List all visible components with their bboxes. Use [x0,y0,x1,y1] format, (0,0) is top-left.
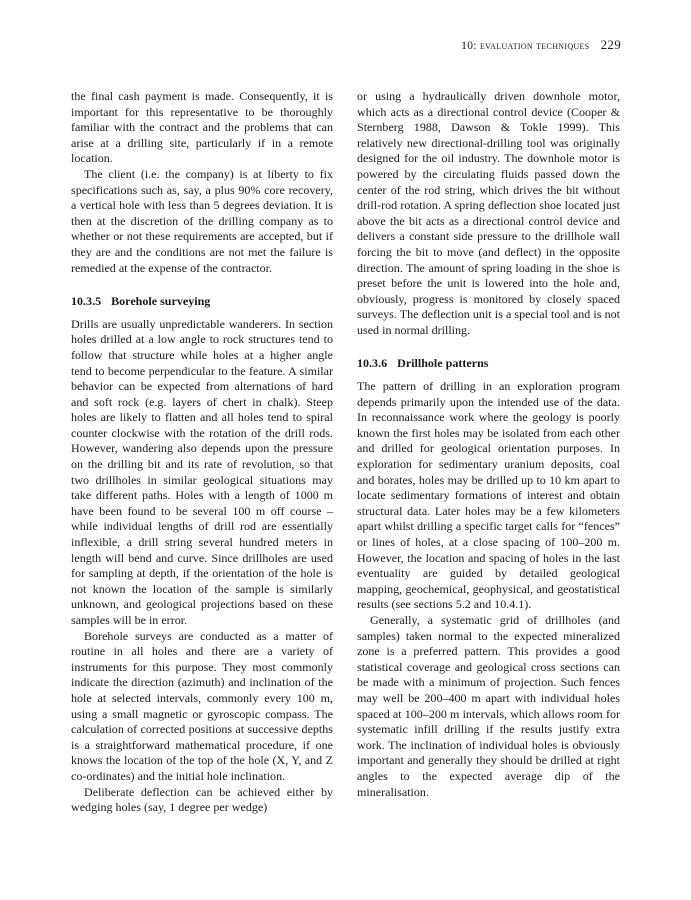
section-number: 10.3.5 [71,294,102,309]
paragraph: Borehole surveys are conducted as a matter of routine in all holes and there are a variety of instruments for this purpose. They most commonly indicate the direction (azimuth) and inclination of the hole at selected intervals, commonly every 100 m, using a small magnetic or gyroscopic compass. The calculation of corrected positions at successive depths is a straightforward mathematical procedure, if one knows the location of the top of the hole (X, Y, and Z co-ordinates) and the initial hole inclination. [71,628,333,783]
paragraph: Generally, a systematic grid of drillholes (and samples) taken normal to the expected mineralized zone is a preferred pattern. This provides a good statistical coverage and geological cross sections can be made with a minimum of projection. Such fences may well be 200–400 m apart with individual holes spaced at 100–200 m intervals, which allows room for systematic infill drilling if the results justify extra work. The inclination of individual holes is obviously important and generally they should be drilled at right angles to the expected average dip of the mineralisation. [357,613,620,799]
section-title: Borehole surveying [111,294,211,309]
section-heading [357,356,620,372]
paragraph: or using a hydraulically driven downhole motor, which acts as a directional control device (Cooper & Sternberg 1988, Dawson & Tokle 1999). This relatively new directional-drilling tool was originally designed for the oil industry. The downhole motor is powered by the circulating fluids passed down the center of the rod string, which drives the bit without drill-rod rotation. A spring deflection shoe located just above the bit acts as a directional control device and delivers a constant side pressure to the drillhole wall forcing the bit to move (and deflect) in the opposite direction. The amount of spring loading in the shoe is preset before the unit is lowered into the hole and, obviously, progress is monitored by closely spaced surveys. The deflection unit is a special tool and is not used in normal drilling. [357,89,620,337]
paragraph: Deliberate deflection can be achieved either by wedging holes (say, 1 degree per wedge) [71,784,333,815]
paragraph: the final cash payment is made. Consequently, it is important for this representative to be thoroughly familiar with the contract and the problems that can arise at a drilling site, particularly if in a remote location. [71,89,333,166]
paragraph: The client (i.e. the company) is at liberty to fix specifications such as, say, a plus 90% core recovery, a vertical hole with less than 5 degrees deviation. It is then at the discretion of the drilling company as to whether or not these requirements are accepted, but if they are and the conditions are not met the failure is remedied at the expense of the contractor. [71,166,333,275]
right-column [357,89,620,800]
chapter-title: 10: evaluation techniques [461,40,590,52]
left-column [71,89,333,816]
running-header [461,37,621,53]
section-heading [71,294,333,310]
section-title: Drillhole patterns [397,355,489,370]
section-number: 10.3.6 [357,355,388,370]
paragraph: Drills are usually unpredictable wanderers. In section holes drilled at a low angle to rock structures tend to follow that structure while holes at a higher angle tend to become perpendicular to the feature. A similar behavior can be expected from alternations of hard and soft rock (e.g. layers of chert in chalk). Steep holes are likely to flatten and all holes tend to spiral counter clockwise with the rotation of the drill rods. However, wandering also depends upon the pressure on the drilling bit and its rate of revolution, so that two drillholes in similar geological situations may take different paths. Holes with a length of 1000 m have been found to be several 100 m off course – while individual lengths of drill rod are essentially inflexible, a drill string several hundred meters in length will bend and curve. Since drillholes are used for sampling at depth, if the orientation of the hole is not known the location of the sample is similarly unknown, and geological projections based on these samples will be in error. [71,316,333,627]
paragraph: The pattern of drilling in an exploration program depends primarily upon the intended use of the data. In reconnaissance work where the geology is poorly known the first holes may be isolated from each other and drilled for geological orientation purposes. In exploration for sedimentary uranium deposits, coal and borates, holes may be drilled up to 10 km apart to locate sedimentary formations of interest and obtain structural data. Later holes may be a few kilometers apart whilst drilling a specific target calls for “fences” or lines of holes, at a close spacing of 100–200 m. However, the location and spacing of holes in the last eventuality are guided by detailed geological mapping, geochemical, geophysical, and geostatistical results (see sections 5.2 and 10.4.1). [357,379,620,612]
page-number: 229 [600,37,621,52]
